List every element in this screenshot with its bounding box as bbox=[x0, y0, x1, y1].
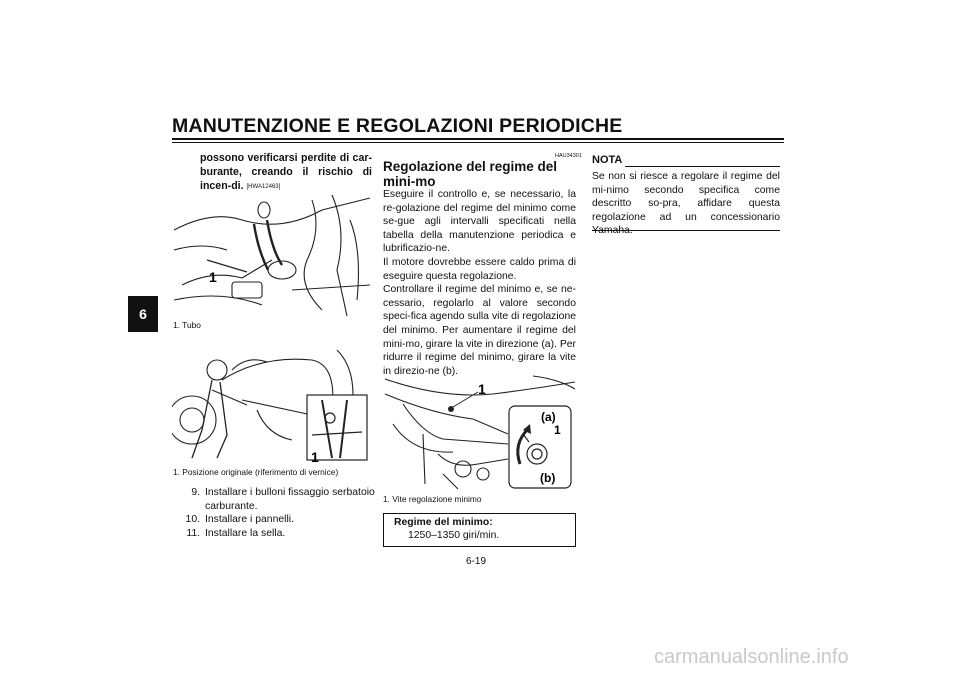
list-item bbox=[172, 486, 377, 513]
section-paragraph: Il motore dovrebbe essere caldo prima di eseguire questa regolazione. bbox=[383, 256, 576, 282]
spec-label: Regime del minimo: bbox=[394, 517, 493, 528]
section-paragraph: Eseguire il controllo e, se necessario, la re-golazione del regime del minimo come se-gue agli intervalli specificati nella tabella della manutenzione periodica e lubrificazio-ne. bbox=[383, 189, 576, 255]
step-number: 11. bbox=[186, 527, 200, 539]
direction-b-label: (b) bbox=[540, 471, 556, 485]
section-paragraph: Controllare il regime del minimo e, se ne-cessario, regolarlo al valore secondo speci-fica agendo sulla vite di regolazione del minimo. Per aumentare il regime del mini-mo, girare la vite in direzione (a). Per ridurre il regime del minimo, girare la vite in direzio-ne (b). bbox=[383, 284, 576, 377]
spec-value: 1250–1350 giri/min. bbox=[408, 530, 500, 541]
step-text: Installare i pannelli. bbox=[205, 514, 294, 526]
page-number: 6-19 bbox=[466, 556, 487, 567]
step-number: 9. bbox=[191, 487, 200, 498]
position-caption: 1. Posizione originale (riferimento di vernice) bbox=[173, 467, 339, 477]
idle-spec-box bbox=[383, 513, 576, 547]
step-number: 10. bbox=[185, 514, 200, 526]
step-text: Installare i bulloni fissaggio serbatoio carburante. bbox=[205, 487, 375, 512]
step-text: Installare la sella. bbox=[205, 527, 286, 539]
idle-screw-illustration bbox=[383, 374, 576, 490]
warning-body: possono verificarsi perdite di car-burante, creando il rischio di incen-di. bbox=[200, 152, 372, 192]
idle-callout: 1 bbox=[478, 381, 486, 397]
header-rule bbox=[172, 138, 784, 140]
hose-caption: 1. Tubo bbox=[173, 320, 201, 330]
section-body bbox=[383, 188, 576, 378]
position-callout: 1 bbox=[311, 449, 319, 464]
list-item bbox=[172, 527, 377, 541]
installation-steps bbox=[172, 486, 377, 540]
warning-code: [HWA12463] bbox=[246, 184, 281, 190]
watermark: carmanualsonline.info bbox=[654, 646, 849, 668]
hose-callout: 1 bbox=[209, 269, 217, 285]
section-code: HAU34301 bbox=[555, 153, 582, 159]
direction-a-label: (a) bbox=[541, 410, 556, 424]
fuel-hose-illustration bbox=[172, 190, 372, 318]
nota-text: Se non si riesce a regolare il regime del mi-nimo secondo specifica come descritto so-pra, affidare questa regolazione ad un concessionario bbox=[592, 171, 780, 223]
chapter-tab-label: 6 bbox=[139, 306, 147, 322]
inset-callout: 1 bbox=[554, 423, 561, 437]
nota-label: NOTA bbox=[592, 154, 623, 166]
list-item bbox=[172, 513, 377, 527]
chapter-tab[interactable] bbox=[128, 296, 158, 332]
page-title: MANUTENZIONE E REGOLAZIONI PERIODICHE bbox=[172, 115, 623, 137]
nota-end-rule bbox=[592, 230, 780, 231]
header-rule-thin bbox=[172, 142, 784, 143]
warning-text bbox=[200, 151, 372, 194]
nota-rule bbox=[625, 166, 780, 167]
idle-caption: 1. Vite regolazione minimo bbox=[383, 494, 482, 504]
section-title: Regolazione del regime del mini-mo bbox=[383, 159, 558, 189]
motorcycle-position-illustration bbox=[172, 340, 372, 464]
